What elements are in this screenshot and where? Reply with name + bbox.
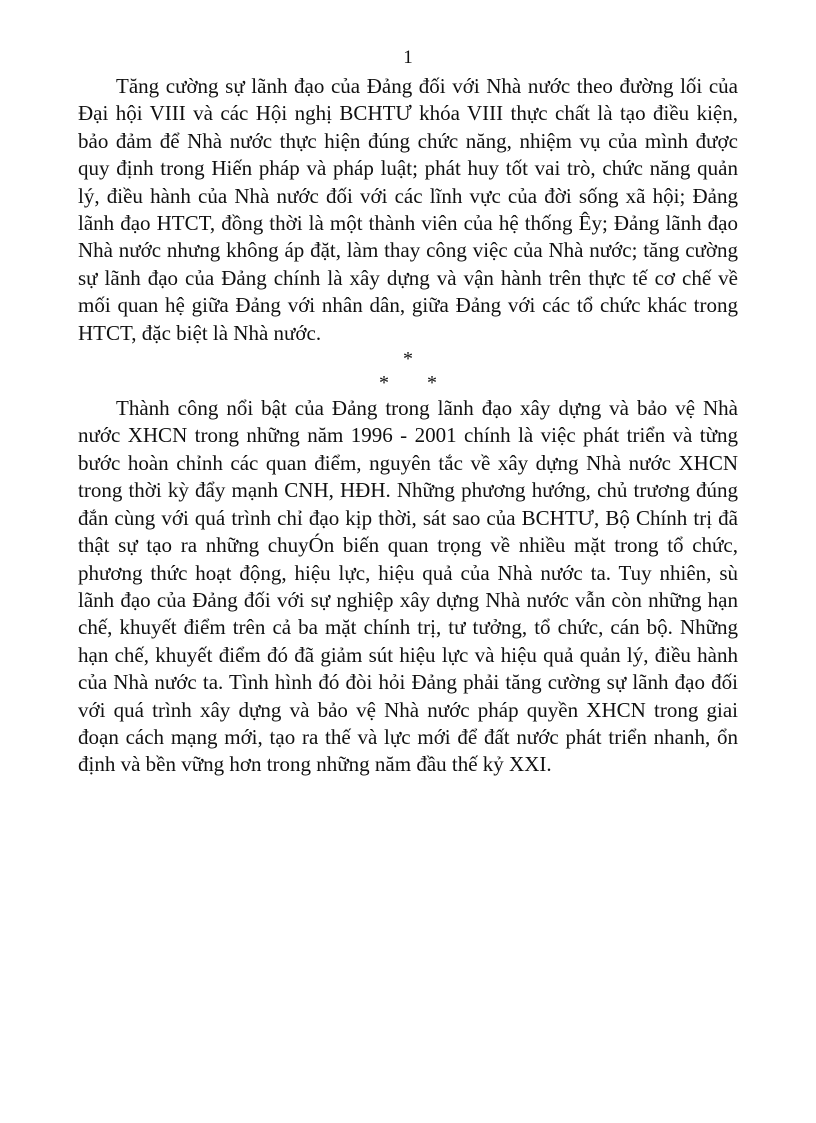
paragraph-2: Thành công nổi bật của Đảng trong lãnh đạo xây dựng và bảo vệ Nhà nước XHCN trong những năm 1996 - 2001 chính là việc phát triển và từng bước hoàn chỉnh các quan điểm, nguyên tắc về xây dựng Nhà nước XHCN trong thời kỳ đẩy mạnh CNH, HĐH. Những phương hướng, chủ trương đúng đắn cùng với quá trình chỉ đạo kịp thời, sát sao của BCHTƯ, Bộ Chính trị đã thật sự tạo ra những chuyÓn biến quan trọng về nhiều mặt trong tổ chức, phương thức hoạt động, hiệu lực, hiệu quả của Nhà nước ta. Tuy nhiên, sù lãnh đạo của Đảng đối với sự nghiệp xây dựng Nhà nước vẫn còn những hạn chế, khuyết điểm trên cả ba mặt chính trị, tư tưởng, tổ chức, cán bộ. Những hạn chế, khuyết điểm đó đã giảm sút hiệu lực và hiệu quả quản lý, điều hành của Nhà nước ta. Tình hình đó đòi hỏi Đảng phải tăng cường sự lãnh đạo đối với quá trình xây dựng và bảo vệ Nhà nước pháp quyền XHCN trong giai đoạn cách mạng mới, tạo ra thế và lực mới để đất nước phát triển nhanh, ổn định và bền vững hơn trong những năm đầu thế kỷ XXI. bbox=[78, 396, 738, 777]
paragraph-1: Tăng cường sự lãnh đạo của Đảng đối với Nhà nước theo đường lối của Đại hội VIII và các Hội nghị BCHTƯ khóa VIII thực chất là tạo điều kiện, bảo đảm để Nhà nước thực hiện đúng chức năng, nhiệm vụ của mình được quy định trong Hiến pháp và pháp luật; phát huy tốt vai trò, chức năng quản lý, điều hành của Nhà nước đối với các lĩnh vực của đời sống xã hội; Đảng lãnh đạo HTCT, đồng thời là một thành viên của hệ thống Êy; Đảng lãnh đạo Nhà nước nhưng không áp đặt, làm thay công việc của Nhà nước; tăng cường sự lãnh đạo của Đảng chính là xây dựng và vận hành trên thực tế cơ chế về mối quan hệ giữa Đảng với nhân dân, giữa Đảng với các tổ chức khác trong HTCT, đặc biệt là Nhà nước. bbox=[78, 74, 738, 345]
separator-star-top: * bbox=[403, 348, 413, 371]
separator-star-row-bottom bbox=[78, 371, 738, 395]
document-body bbox=[78, 73, 738, 779]
separator-star-bottom-left: * bbox=[379, 372, 389, 395]
section-separator bbox=[78, 347, 738, 395]
separator-star-bottom-right: * bbox=[427, 372, 437, 395]
page-number: 1 bbox=[403, 47, 413, 68]
